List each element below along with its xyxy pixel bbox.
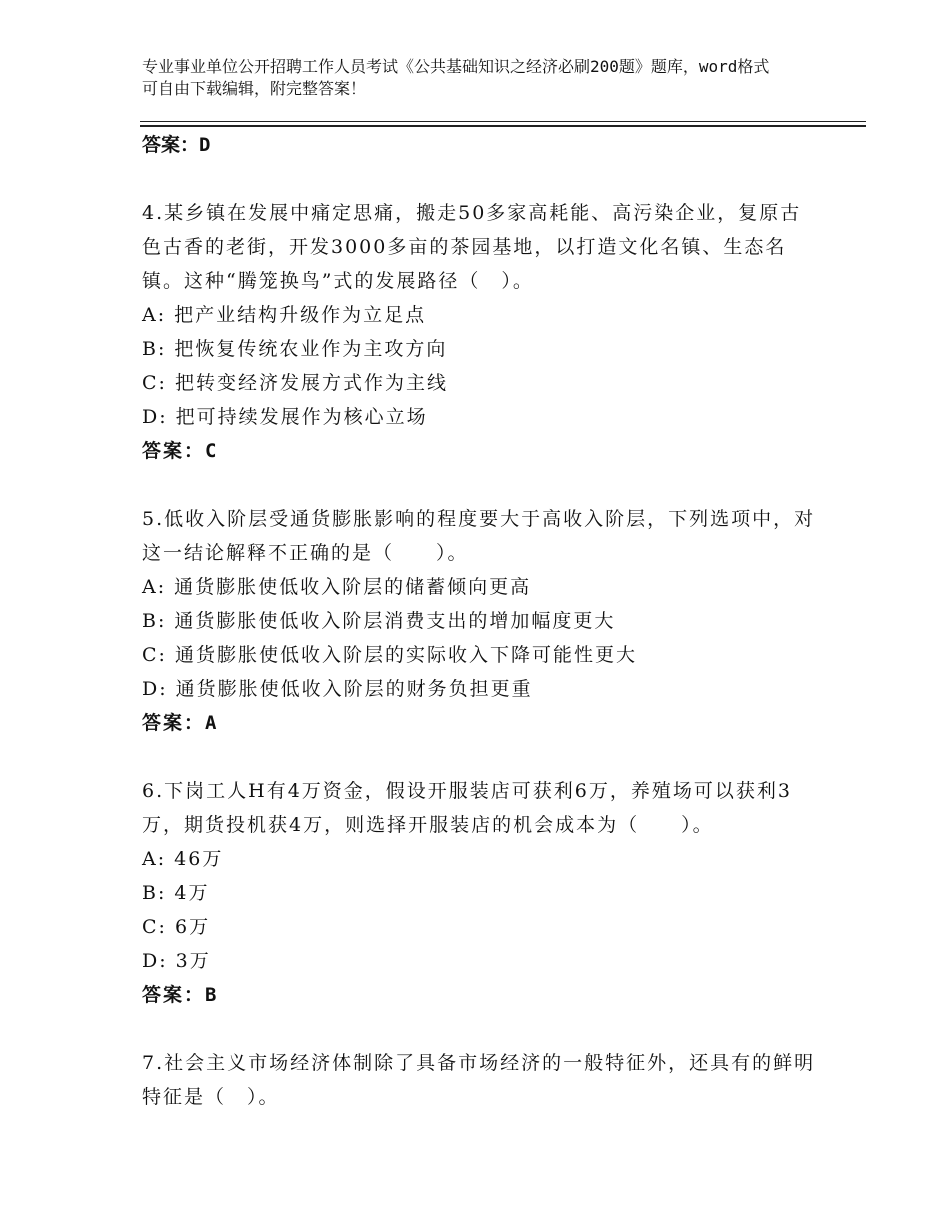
document-header [142,56,782,100]
question-list [142,128,822,1114]
option-a: A: 46万 [142,848,224,870]
previous-answer: 答案：D [142,134,211,156]
option-a: A: 把产业结构升级作为立足点 [142,304,427,326]
option-c: C: 6万 [142,916,211,938]
option-b: B: 把恢复传统农业作为主攻方向 [142,338,448,360]
question-7 [142,1046,822,1114]
option-b: B: 4万 [142,882,210,904]
answer-label: 答案：A [142,712,219,734]
answer-label: 答案：B [142,984,219,1006]
header-rule-thick [140,125,866,127]
document-title: 专业事业单位公开招聘工作人员考试《公共基础知识之经济必刷200题》题库，word格式可自由下载编辑，附完整答案！ [142,57,770,98]
option-d: D: 通货膨胀使低收入阶层的财务负担更重 [142,678,533,700]
question-4 [142,196,822,468]
option-d: D: 把可持续发展作为核心立场 [142,406,428,428]
question-text: 5.低收入阶层受通货膨胀影响的程度要大于高收入阶层，下列选项中，对这一结论解释不正确的是（ ）。 [142,508,816,564]
header-rule-thin [140,121,866,122]
option-c: C: 通货膨胀使低收入阶层的实际收入下降可能性更大 [142,644,637,666]
question-text: 4.某乡镇在发展中痛定思痛，搬走50多家高耗能、高污染企业，复原古色古香的老街，开发3000多亩的茶园基地，以打造文化名镇、生态名镇。这种“腾笼换鸟”式的发展路径（ ）。 [142,202,802,292]
option-a: A: 通货膨胀使低收入阶层的储蓄倾向更高 [142,576,532,598]
option-b: B: 通货膨胀使低收入阶层消费支出的增加幅度更大 [142,610,616,632]
option-c: C: 把转变经济发展方式作为主线 [142,372,448,394]
question-text: 6.下岗工人H有4万资金，假设开服装店可获利6万，养殖场可以获利3万，期货投机获4万，则选择开服装店的机会成本为（ ）。 [142,780,792,836]
question-5 [142,502,822,740]
question-6 [142,774,822,1012]
option-d: D: 3万 [142,950,211,972]
question-text: 7.社会主义市场经济体制除了具备市场经济的一般特征外，还具有的鲜明特征是（ ）。 [142,1052,816,1108]
answer-label: 答案：C [142,440,219,462]
